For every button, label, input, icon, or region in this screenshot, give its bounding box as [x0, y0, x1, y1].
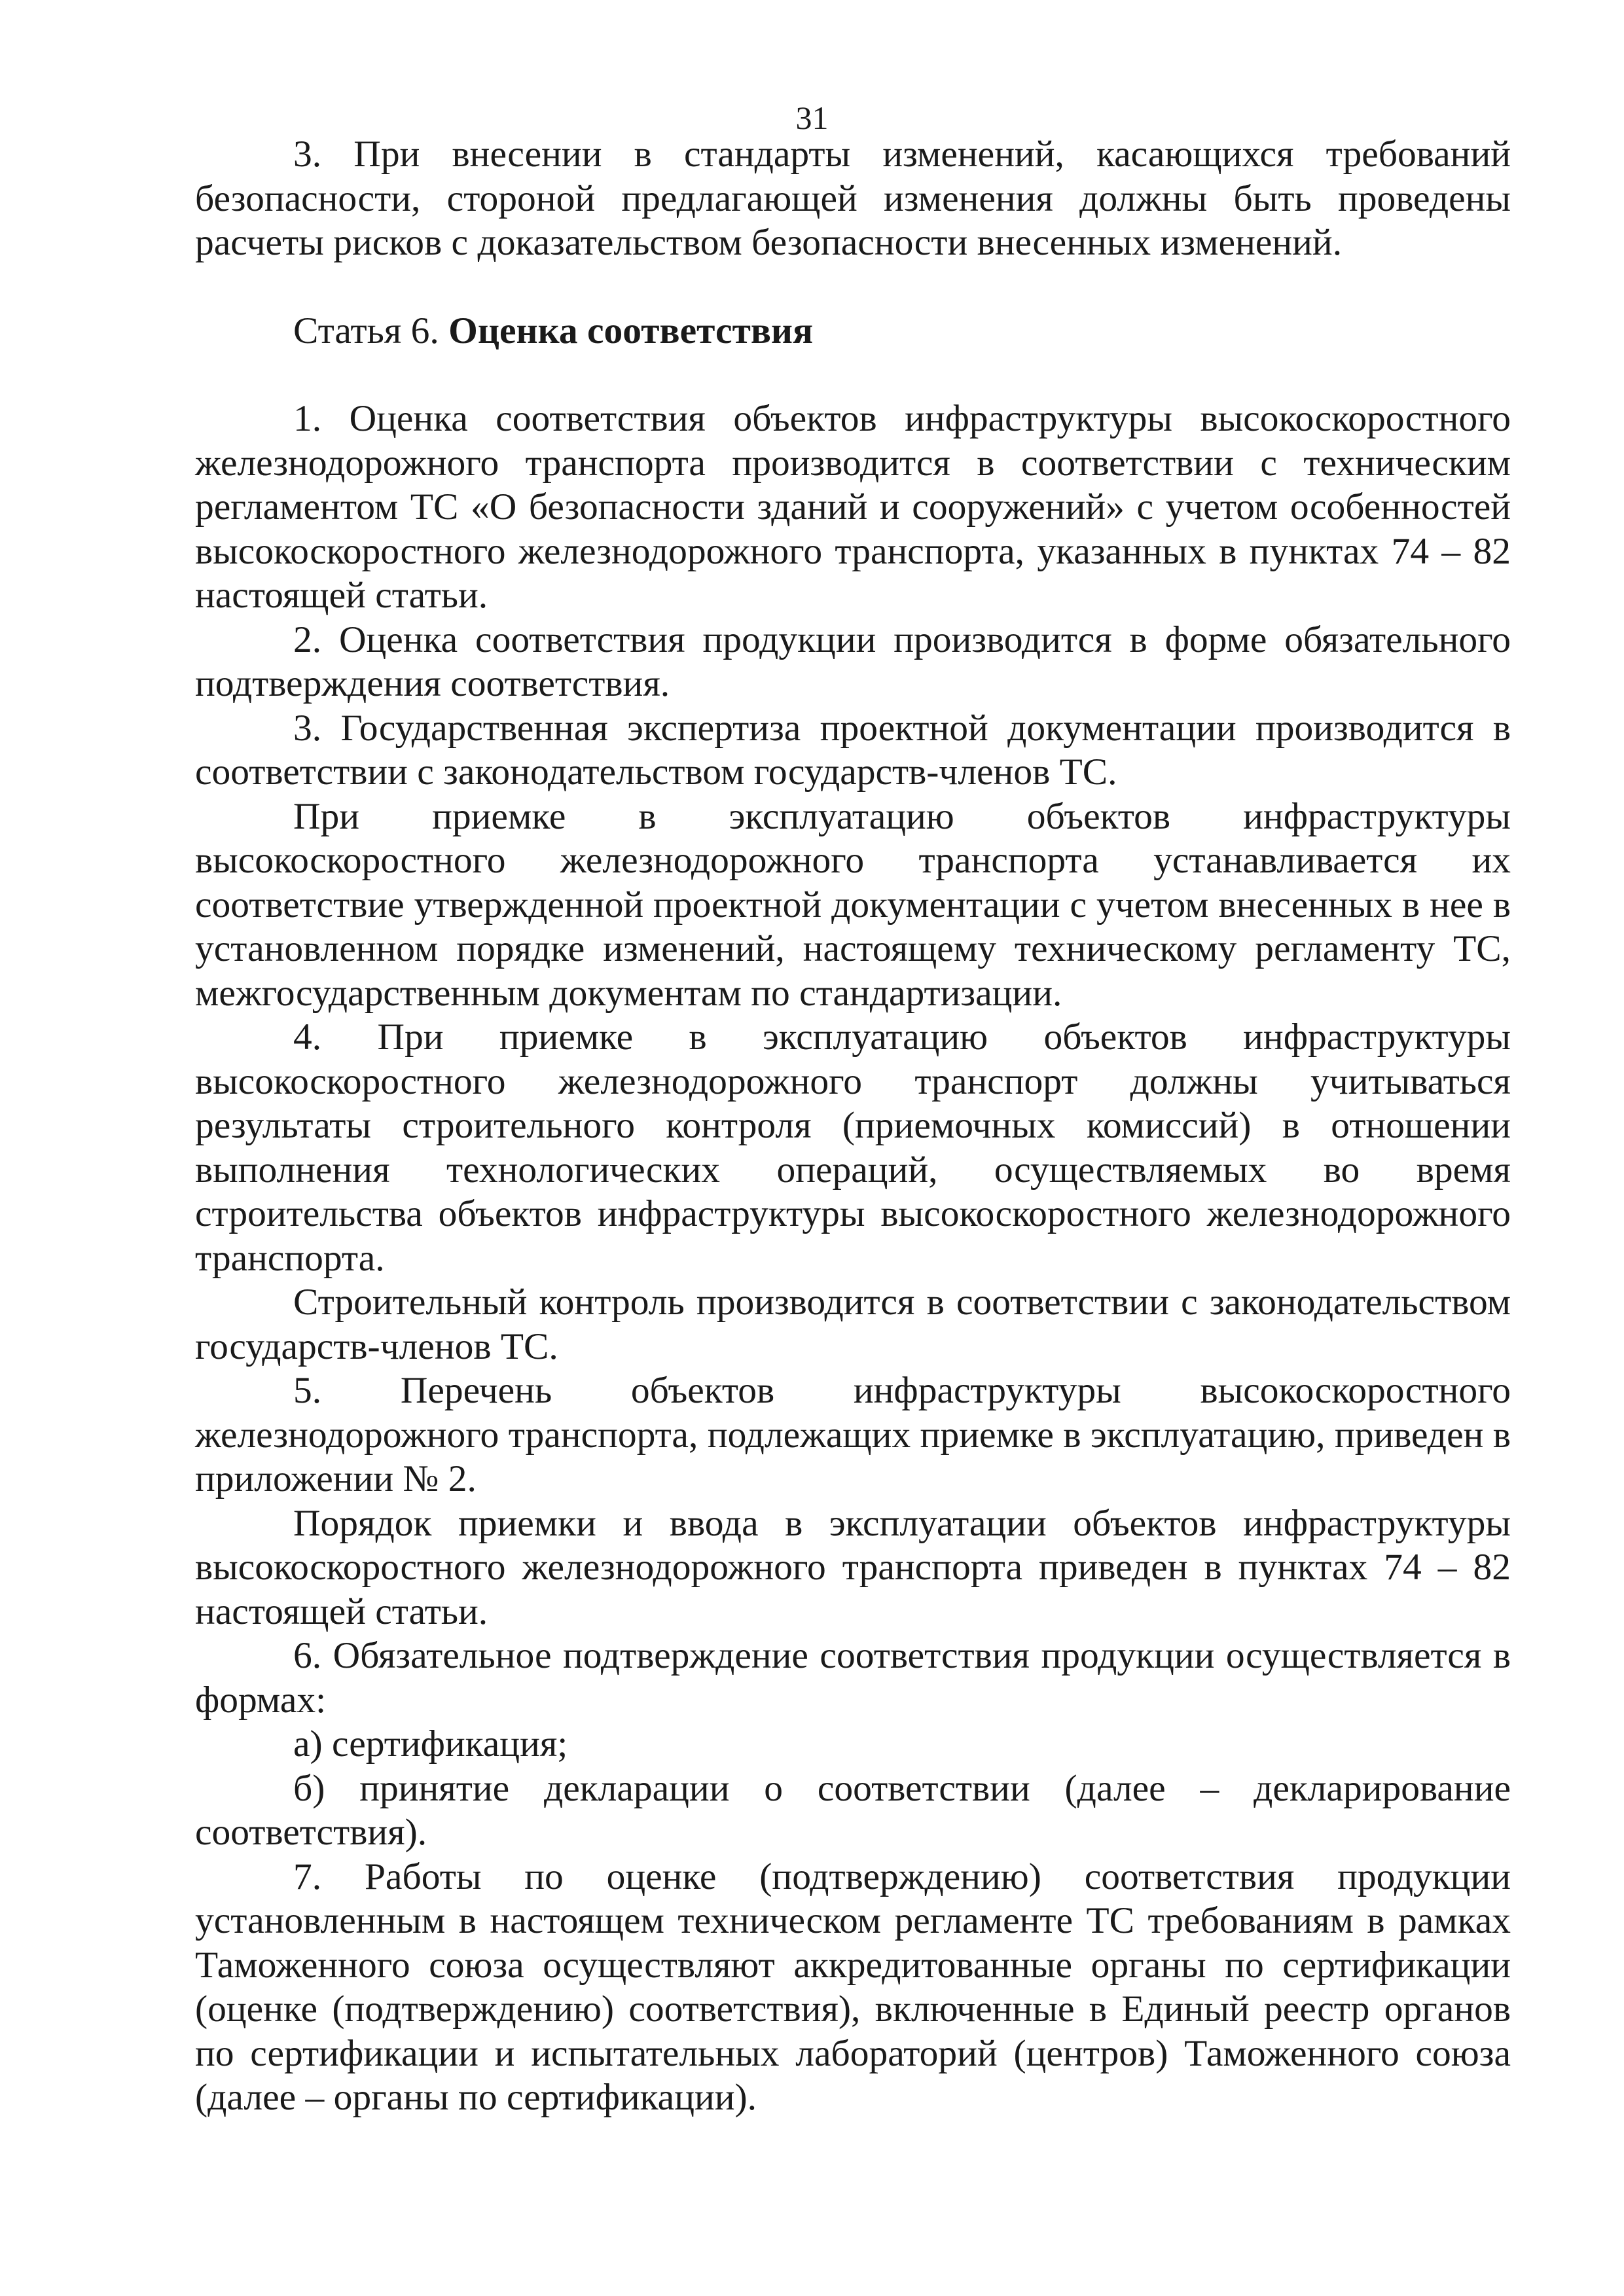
- paragraph-4-control: Строительный контроль производится в соответствии с законодательством государств-членов ТС.: [195, 1282, 1511, 1367]
- paragraph-5-procedure: Порядок приемки и ввода в эксплуатации объектов инфраструктуры высокоскоростного железнодорожного транспорта приведен в пунктах 74 – 82 настоящей статьи.: [195, 1502, 1511, 1632]
- article-prefix: Статья 6.: [293, 310, 449, 351]
- paragraph-4: 4. При приемке в эксплуатацию объектов инфраструктуры высокоскоростного железнодорожного транспорт должны учитываться результаты строительного контроля (приемочных комиссий) в отношении выполнения технологических операций, осуществляемых во время строительства объектов инфраструктуры высокоскоростного железнодорожного транспорта.: [195, 1016, 1511, 1279]
- paragraph-7: 7. Работы по оценке (подтверждению) соответствия продукции установленным в настоящем техническом регламенте ТС требованиям в рамках Таможенного союза осуществляют аккредитованные органы по сертификации (оценке (подтверждению) соответствия), включенные в Единый реестр органов по сертификации и испытательных лабораторий (центров) Таможенного союза (далее – органы по сертификации).: [195, 1856, 1511, 2118]
- document-body: [195, 132, 1511, 2120]
- list-item-a: а) сертификация;: [293, 1723, 568, 1765]
- paragraph-2: 2. Оценка соответствия продукции производится в форме обязательного подтверждения соответствия.: [195, 619, 1511, 704]
- article-heading: [195, 309, 1511, 353]
- paragraph-1: 1. Оценка соответствия объектов инфраструктуры высокоскоростного железнодорожного транспорта производится в соответствии с техническим регламентом ТС «О безопасности зданий и сооружений» с учетом особенностей высокоскоростного железнодорожного транспорта, указанных в пунктах 74 – 82 настоящей статьи.: [195, 398, 1511, 616]
- page-number: 31: [795, 99, 829, 136]
- paragraph-5: 5. Перечень объектов инфраструктуры высокоскоростного железнодорожного транспорта, подлежащих приемке в эксплуатацию, приведен в приложении № 2.: [195, 1370, 1511, 1499]
- paragraph-3: 3. Государственная экспертиза проектной документации производится в соответствии с законодательством государств-членов ТС.: [195, 707, 1511, 793]
- paragraph-3-acceptance: При приемке в эксплуатацию объектов инфраструктуры высокоскоростного железнодорожного транспорта устанавливается их соответствие утвержденной проектной документации с учетом внесенных в нее в установленном порядке изменений, настоящему техническому регламенту ТС, межгосударственным документам по стандартизации.: [195, 795, 1511, 1014]
- article-title: Оценка соответствия: [448, 310, 814, 351]
- spacer: [195, 353, 1511, 397]
- paragraph-6: 6. Обязательное подтверждение соответствия продукции осуществляется в формах:: [195, 1635, 1511, 1721]
- intro-paragraph: 3. При внесении в стандарты изменений, касающихся требований безопасности, стороной предлагающей изменения должны быть проведены расчеты рисков с доказательством безопасности внесенных изменений.: [195, 134, 1511, 263]
- list-item-b: б) принятие декларации о соответствии (далее – декларирование соответствия).: [195, 1767, 1511, 1853]
- spacer: [195, 265, 1511, 309]
